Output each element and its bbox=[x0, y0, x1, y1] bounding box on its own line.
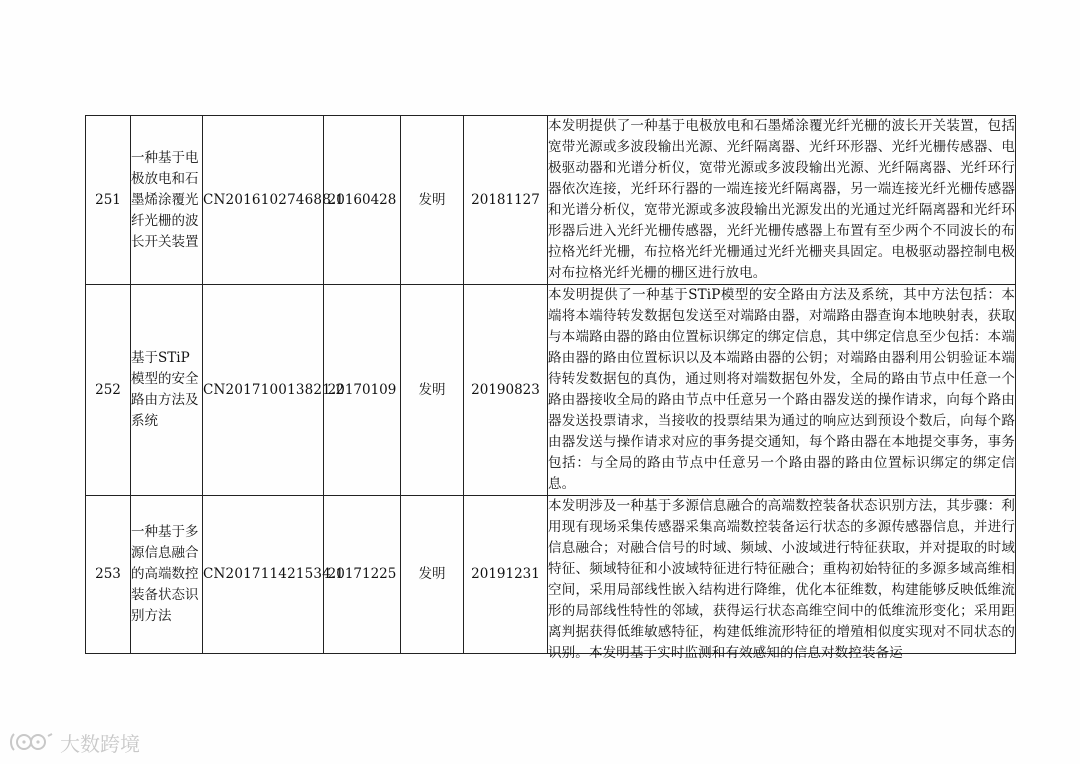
patent-abstract: 本发明提供了一种基于电极放电和石墨烯涂覆光纤光栅的波长开关装置，包括宽带光源或多波段输出光源、光纤隔离器、光纤环形器、光纤光栅传感器、电极驱动器和光谱分析仪，宽带光源或多波段输出光源、光纤隔离器、光纤环行器依次连接，光纤环行器的一端连接光纤隔离器，另一端连接光纤光栅传感器和光谱分析仪，宽带光源或多波段输出光源发出的光通过光纤隔离器和光纤环形器后进入光纤光栅传感器，光纤光栅传感器上布置有至少两个不同波长的布拉格光纤光栅，布拉格光纤光栅通过光纤光栅夹具固定。电极驱动器控制电极对布拉格光纤光栅的栅区进行放电。 bbox=[548, 116, 1016, 285]
watermark-text: 大数跨境 bbox=[60, 731, 140, 756]
table-row bbox=[86, 116, 1016, 285]
publication-number: CN201711421534.1 bbox=[203, 496, 324, 654]
row-number: 252 bbox=[86, 285, 131, 496]
table-row bbox=[86, 496, 1016, 654]
row-number: 251 bbox=[86, 116, 131, 285]
application-date: 20170109 bbox=[324, 285, 401, 496]
application-date: 20160428 bbox=[324, 116, 401, 285]
grant-date: 20190823 bbox=[464, 285, 548, 496]
patent-title: 一种基于电极放电和石墨烯涂覆光纤光栅的波长开关装置 bbox=[131, 116, 203, 285]
table-row bbox=[86, 285, 1016, 496]
application-date: 20171225 bbox=[324, 496, 401, 654]
patent-type: 发明 bbox=[401, 285, 464, 496]
patent-type: 发明 bbox=[401, 116, 464, 285]
patent-type: 发明 bbox=[401, 496, 464, 654]
publication-number: CN201710013821.2 bbox=[203, 285, 324, 496]
grant-date: 20191231 bbox=[464, 496, 548, 654]
grant-date: 20181127 bbox=[464, 116, 548, 285]
patent-abstract-cell bbox=[548, 496, 1016, 661]
patent-title: 基于STiP模型的安全路由方法及系统 bbox=[131, 285, 203, 496]
patent-abstract: 本发明涉及一种基于多源信息融合的高端数控装备状态识别方法，其步骤：利用现有现场采集传感器采集高端数控装备运行状态的多源传感器信息，并进行信息融合；对融合信号的时域、频域、小波域进行特征获取，并对提取的时域特征、频域特征和小波域特征进行特征融合；重构初始特征的多源多域高维相空间，采用局部线性嵌入结构进行降维，优化本征维数，构建能够反映低维流形的局部线性特性的邻域，获得运行状态高维空间中的低维流形变化；采用距离判据获得低维敏感特征，构建低维流形特征的增殖相似度实现对不同状态的识别。本发明基于实时监测和有效感知的信息对数控装备运 bbox=[548, 498, 1015, 661]
row-number: 253 bbox=[86, 496, 131, 654]
patent-title: 一种基于多源信息融合的高端数控装备状态识别方法 bbox=[131, 496, 203, 654]
patent-abstract: 本发明提供了一种基于STiP模型的安全路由方法及系统，其中方法包括：本端将本端待转发数据包发送至对端路由器，对端路由器查询本地映射表，获取与本端路由器的路由位置标识绑定的绑定信息，其中绑定信息至少包括：本端路由器的路由位置标识以及本端路由器的公钥；对端路由器利用公钥验证本端待转发数据包的真伪，通过则将对端数据包外发，全局的路由节点中任意一个路由器接收全局的路由节点中任意另一个路由器发送的操作请求，向每个路由器发送投票请求，当接收的投票结果为通过的响应达到预设个数后，向每个路由器发送与操作请求对应的事务提交通知，每个路由器在本地提交事务，事务包括：与全局的路由节点中任意另一个路由器的路由位置标识绑定的绑定信息。 bbox=[548, 285, 1016, 496]
watermark bbox=[8, 728, 140, 756]
wechat-style-logo-icon bbox=[8, 730, 56, 754]
patent-table bbox=[85, 115, 1016, 661]
publication-number: CN201610274688.1 bbox=[203, 116, 324, 285]
